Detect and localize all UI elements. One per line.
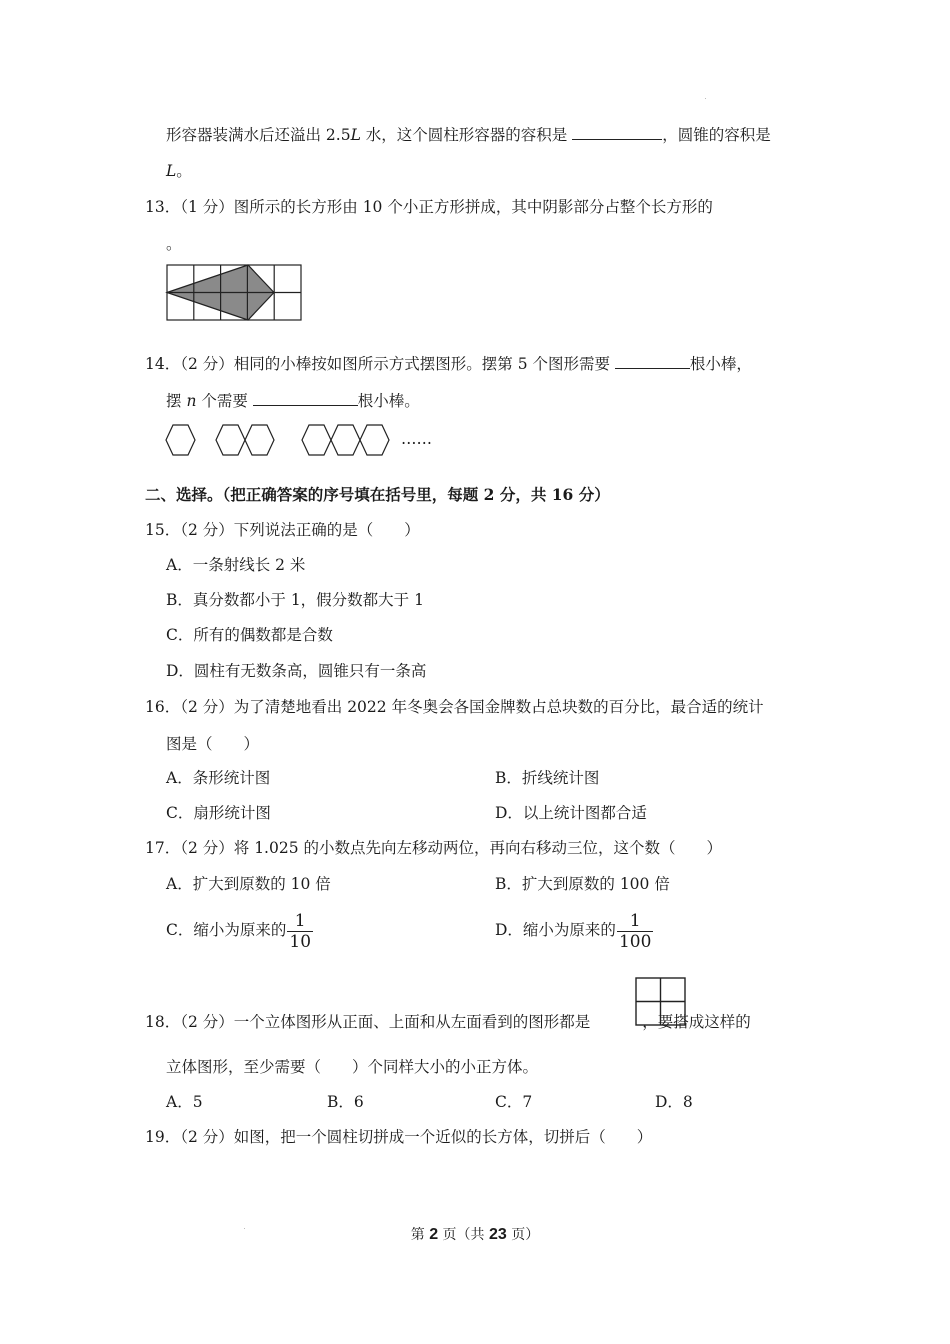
q18-option-c[interactable]: C．7 bbox=[495, 1093, 533, 1111]
hexagon-figure-2b bbox=[245, 425, 274, 455]
fraction: $\frac{1}{10}$ bbox=[289, 910, 312, 952]
scan-speck bbox=[705, 98, 706, 99]
q16-option-c[interactable]: C．扇形统计图 bbox=[166, 804, 271, 822]
hexagon-figure-3c bbox=[360, 425, 389, 455]
question-number: 16． bbox=[145, 698, 181, 716]
hexagon-figure-2a bbox=[216, 425, 245, 455]
q12-answer-blank[interactable] bbox=[572, 123, 662, 140]
q18-option-a[interactable]: A．5 bbox=[166, 1093, 203, 1111]
hexagon-figure-3b bbox=[331, 425, 360, 455]
q13-grid-figure bbox=[166, 264, 302, 321]
hexagon-figure-1 bbox=[166, 425, 195, 455]
q15-stem: 15．（2 分）下列说法正确的是（ ） bbox=[145, 521, 420, 539]
q18-view-figure bbox=[635, 977, 687, 1027]
question-number: 14． bbox=[145, 355, 181, 373]
q16-stem-line2: 图是（ ） bbox=[166, 735, 260, 753]
q16-option-a[interactable]: A．条形统计图 bbox=[166, 769, 271, 787]
page-footer: 第 2 页（共 23 页） bbox=[410, 1226, 540, 1243]
q16-stem: 16．（2 分）为了清楚地看出 2022 年冬奥会各国金牌数占总块数的百分比，最合适的统计 bbox=[145, 698, 764, 716]
q17-option-b[interactable]: B．扩大到原数的 100 倍 bbox=[495, 875, 670, 893]
q14-hexagon-figures bbox=[164, 423, 394, 459]
q15-option-a[interactable]: A．一条射线长 2 米 bbox=[166, 556, 306, 574]
q12-line2: L。 bbox=[166, 162, 192, 180]
question-number: 15． bbox=[145, 521, 181, 539]
q15-option-b[interactable]: B．真分数都小于 1，假分数都大于 1 bbox=[166, 591, 424, 609]
question-number: 13． bbox=[145, 198, 181, 216]
q17-stem: 17．（2 分）将 1.025 的小数点先向左移动两位，再向右移动三位，这个数（ ） bbox=[145, 839, 723, 857]
q18-option-b[interactable]: B．6 bbox=[327, 1093, 364, 1111]
q17-option-c[interactable]: C．缩小为原来的 $\frac{1}{10}$ bbox=[166, 910, 312, 952]
q17-option-d[interactable]: D．缩小为原来的 $\frac{1}{100}$ bbox=[495, 910, 652, 952]
question-number: 17． bbox=[145, 839, 181, 857]
q18-stem-line2: 立体图形，至少需要（ ）个同样大小的小正方体。 bbox=[166, 1058, 539, 1076]
fraction: $\frac{1}{100}$ bbox=[618, 910, 652, 952]
q16-option-b[interactable]: B．折线统计图 bbox=[495, 769, 600, 787]
q17-option-a[interactable]: A．扩大到原数的 10 倍 bbox=[166, 875, 331, 893]
q14-answer-blank-1[interactable] bbox=[615, 352, 690, 369]
q18-stem: 18．（2 分）一个立体图形从正面、上面和从左面看到的图形都是 ，要搭成这样的 bbox=[145, 1013, 751, 1031]
page-number: 2 bbox=[429, 1226, 439, 1243]
q14-line2: 摆 n 个需要 根小棒。 bbox=[166, 389, 420, 412]
q13-line2: 。 bbox=[166, 235, 182, 253]
q16-option-d[interactable]: D．以上统计图都合适 bbox=[495, 804, 647, 822]
q19-stem: 19．（2 分）如图，把一个圆柱切拼成一个近似的长方体，切拼后（ ） bbox=[145, 1128, 653, 1146]
q18-option-d[interactable]: D．8 bbox=[655, 1093, 693, 1111]
q15-option-c[interactable]: C．所有的偶数都是合数 bbox=[166, 626, 333, 644]
q14-line1: 14．（2 分）相同的小棒按如图所示方式摆图形。摆第 5 个图形需要 根小棒， bbox=[145, 352, 752, 375]
question-number: 18． bbox=[145, 1013, 181, 1031]
q15-option-d[interactable]: D．圆柱有无数条高，圆锥只有一条高 bbox=[166, 662, 427, 680]
question-number: 19． bbox=[145, 1128, 181, 1146]
section-title: 二、选择。（把正确答案的序号填在括号里，每题 2 分，共 16 分） bbox=[145, 485, 610, 504]
q13-line1: 13．（1 分）图所示的长方形由 10 个小正方形拼成，其中阴影部分占整个长方形的 bbox=[145, 198, 713, 216]
ellipsis: …… bbox=[401, 430, 432, 448]
total-pages: 23 bbox=[489, 1226, 507, 1243]
q14-answer-blank-2[interactable] bbox=[253, 389, 358, 406]
q12-line1: 形容器装满水后还溢出 2.5L 水，这个圆柱形容器的容积是 ，圆锥的容积是 bbox=[166, 123, 771, 146]
hexagon-figure-3a bbox=[302, 425, 331, 455]
